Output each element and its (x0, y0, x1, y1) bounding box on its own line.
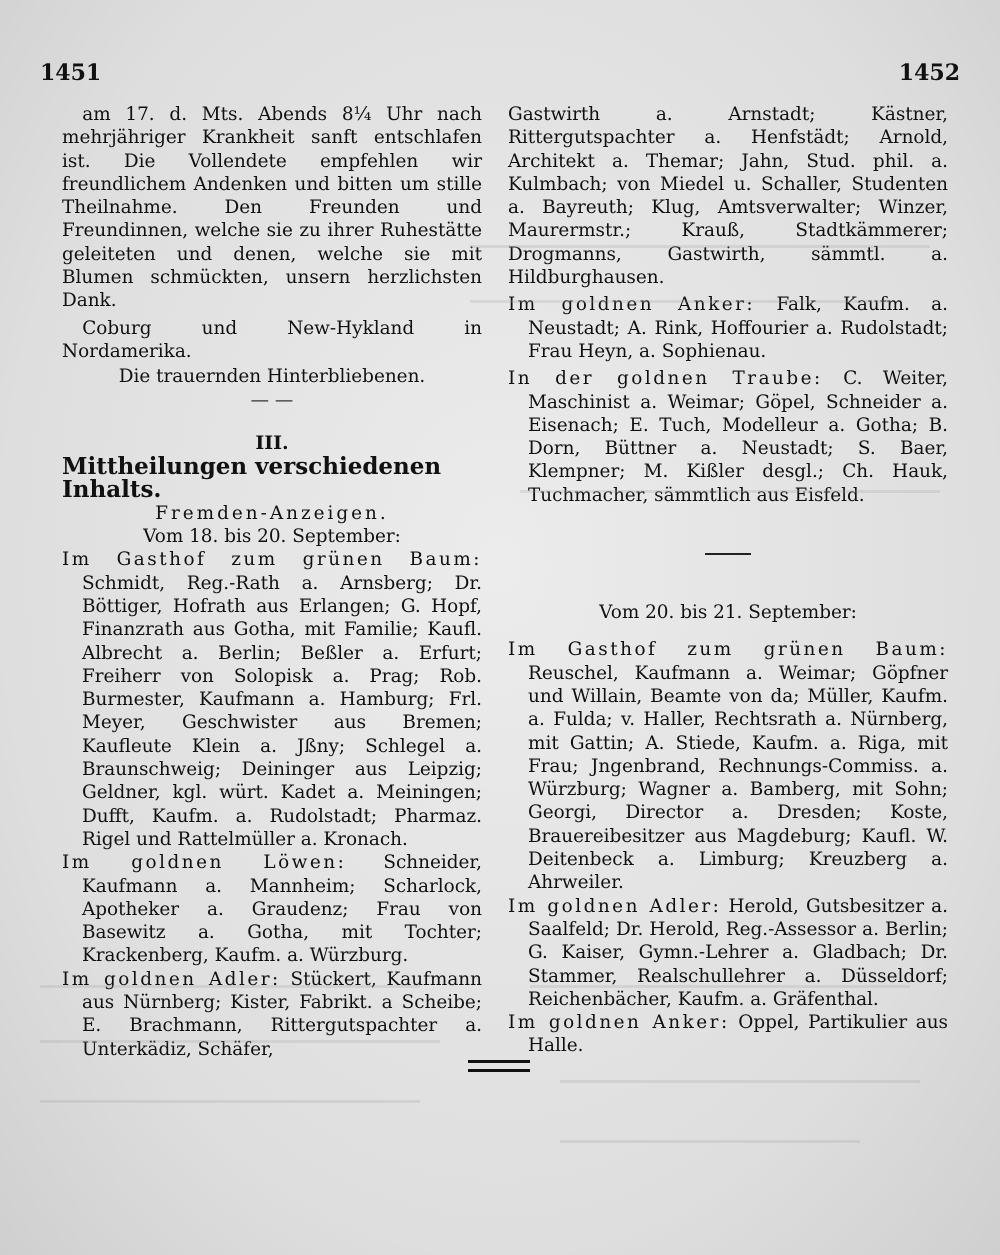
entry-goldner-anker (508, 293, 948, 363)
entry-goldner-adler (62, 968, 482, 1061)
obituary-text: am 17. d. Mts. Abends 8¼ Uhr nach mehrjähriger Krankheit sanft entschlafen ist. Die Vollendete empfehlen wir freundlichem Andenken und bitten um stille Theilnahme. Den Freunden und Freundinnen, welche sie zu ihrer Ruhestätte geleiteten und denen, welche sie mit Blumen schmückten, unsern herzlichsten Dank. (62, 104, 482, 312)
continuation-text: Gastwirth a. Arnstadt; Kästner, Rittergutspachter a. Henfstädt; Arnold, Architekt a. Themar; Jahn, Stud. phil. a. Kulmbach; von Miedel u. Schaller, Studenten a. Bayreuth; Klug, Amtsverwalter; Winzer, Maurermstr.; Krauß, Stadtkämmerer; Drogmanns, Gastwirth, sämmtl. a. Hildburghausen. (508, 104, 948, 289)
date-heading-20-21: Vom 20. bis 21. September: (599, 602, 857, 624)
entry-heading: Im goldnen Adler: (508, 895, 722, 917)
obituary-signature: Die trauernden Hinterbliebenen. (118, 366, 426, 388)
date-heading-18-20: Vom 18. bis 20. September: (143, 526, 401, 548)
entry-text: Reuschel, Kaufmann a. Weimar; Göpfner und Willain, Beamte von da; Müller, Kaufm. a. Fulda; v. Haller, Rechtsrath a. Nürnberg, mit Gattin; A. Stiede, Kaufm. a. Riga, mit Frau; Jngenbrand, Rechnungs-Commiss. a. Würzburg; Wagner a. Bamberg, mit Sohn; Georgi, Director a. Dresden; Koste, Brauereibesitzer aus Magdeburg; Kaufl. W. Deitenbeck a. Limburg; Kreuzberg a. Ahrweiler. (528, 662, 948, 894)
entry-heading: Im goldnen Anker: (508, 1012, 730, 1034)
entry-goldner-anker-2 (508, 1011, 948, 1058)
entry-text: Herold, Gutsbesitzer a. Saalfeld; Dr. Herold, Reg.-Assessor a. Berlin; G. Kaiser, Gymn.-Lehrer a. Gladbach; Dr. Stammer, Realschullehrer a. Düsseldorf; Reichenbächer, Kaufm. a. Gräfenthal. (528, 895, 948, 1010)
obituary-place: Coburg und New-Hykland in Nordamerika. (62, 317, 482, 362)
entry-text: Falk, Kaufm. a. Neustadt; A. Rink, Hoffourier a. Rudolstadt; Frau Heyn, a. Sophienau. (528, 294, 948, 362)
page-number-left: 1451 (40, 60, 102, 86)
right-column (508, 103, 948, 1058)
separator-rule (705, 553, 751, 555)
left-column (62, 103, 482, 1061)
entry-goldne-traube (508, 367, 948, 507)
entry-heading: Im goldnen Löwen: (62, 852, 347, 874)
entry-text: Stückert, Kaufmann aus Nürnberg; Kister, Fabrikt. a Scheibe; E. Brachmann, Rittergutspachter a. Unterkädiz, Schäfer, (82, 968, 482, 1060)
entry-goldner-loewe (62, 851, 482, 967)
entry-gasthof-gruener-baum-2 (508, 638, 948, 894)
entry-text: C. Weiter, Maschinist a. Weimar; Göpel, Schneider a. Eisenach; E. Tuch, Modelleur a. Gotha; B. Dorn, Büttner a. Neustadt; S. Baer, Klempner; M. Kißler desgl.; Ch. Hauk, Tuchmacher, sämmtlich aus Eisfeld. (528, 368, 948, 506)
entry-heading: Im goldnen Anker: (508, 294, 756, 316)
entry-heading: In der goldnen Traube: (508, 368, 823, 390)
bottom-double-rule (468, 1060, 530, 1072)
section-number: III. (255, 431, 289, 454)
separator-dash: — — (250, 389, 294, 411)
entry-heading: Im goldnen Adler: (62, 968, 281, 990)
entry-heading: Im Gasthof zum grünen Baum: (508, 639, 948, 661)
section-title: Mittheilungen verschiedenen Inhalts. (62, 453, 442, 504)
entry-heading: Im Gasthof zum grünen Baum: (62, 549, 482, 571)
entry-text: Schmidt, Reg.-Rath a. Arnsberg; Dr. Böttiger, Hofrath aus Erlangen; G. Hopf, Finanzrath aus Gotha, mit Familie; Kaufl. Albrecht a. Berlin; Beßler a. Erfurt; Freiherr von Solopisk a. Prag; Rob. Burmester, Kaufmann a. Hamburg; Frl. Meyer, Geschwister aus Bremen; Kaufleute Klein a. Jßny; Schlegel a. Braunschweig; Deininger aus Leipzig; Geldner, kgl. würt. Kadet a. Meiningen; Dufft, Kaufm. a. Rudolstadt; Pharmaz. Rigel und Rattelmüller a. Kronach. (82, 572, 482, 850)
entry-text: Oppel, Partikulier aus Halle. (528, 1012, 948, 1057)
entry-text: Schneider, Kaufmann a. Mannheim; Scharlock, Apotheker a. Graudenz; Frau von Basewitz a. Gotha, mit Tochter; Krackenberg, Kaufm. a. Würzburg. (82, 852, 482, 967)
page-number-right: 1452 (898, 60, 960, 86)
subheading-fremden-anzeigen: Fremden-Anzeigen. (155, 502, 389, 524)
entry-gasthof-gruener-baum (62, 548, 482, 851)
entry-goldner-adler-2 (508, 895, 948, 1011)
